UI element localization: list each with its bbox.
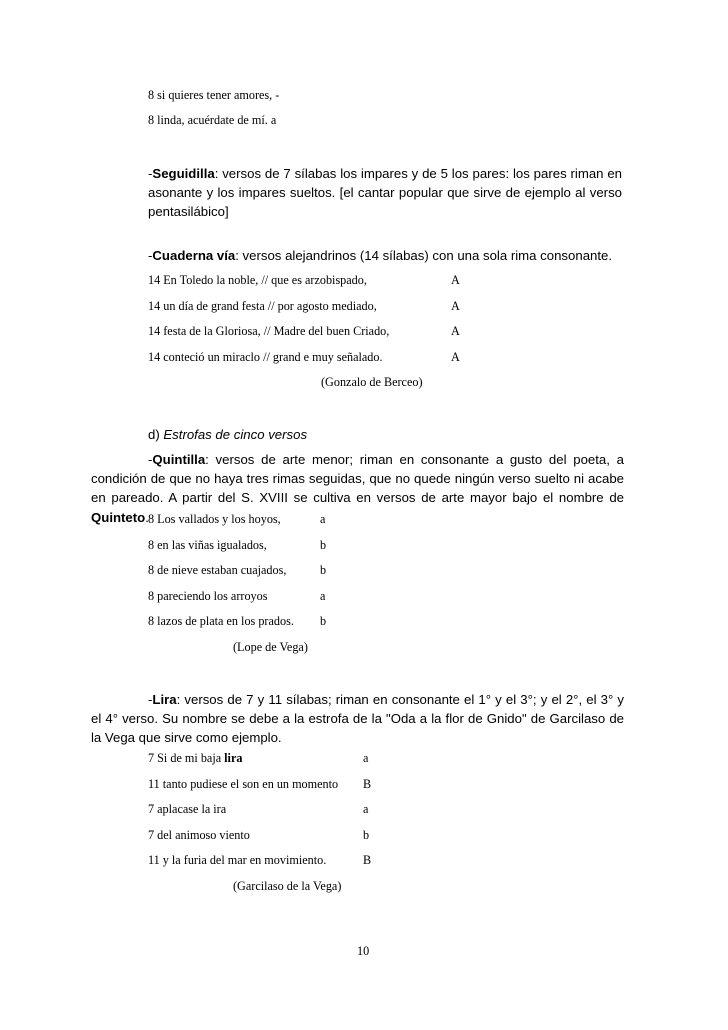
section-heading: d) Estrofas de cinco versos (148, 427, 308, 442)
rhyme-mark: B (363, 777, 372, 791)
cuaderna-heading: -Cuaderna vía: versos alejandrinos (14 sílabas) con una sola rima consonante. (148, 248, 613, 263)
verse-line: 8 pareciendo los arroyos (148, 589, 268, 603)
lira-paragraph: -Lira: versos de 7 y 11 sílabas; riman en consonante el 1° y el 3°; y el 2°, el 3° y el 4° verso. Su nombre se debe a la estrofa de la "Oda a la flor de Gnido" de Garcilaso de la Vega que sirve como ejemplo. (91, 692, 624, 746)
rhyme-mark: a (363, 802, 369, 816)
verse-line: 8 Los vallados y los hoyos, (148, 512, 281, 526)
lira-term: Lira (152, 692, 177, 707)
quintilla-paragraph: -Quintilla: versos de arte menor; riman en consonante a gusto del poeta, a condición de que no haya tres rimas seguidas, que no quede ningún verso suelto ni acabe en pareado. A partir del S. XVIII se cultiva en versos de arte mayor bajo el nombre de Quinteto. (91, 452, 624, 525)
rhyme-mark: A (451, 299, 460, 313)
rhyme-mark: B (363, 853, 372, 867)
author-credit: (Lope de Vega) (233, 640, 308, 654)
author-credit: (Garcilaso de la Vega) (233, 879, 342, 893)
rhyme-mark: a (320, 589, 326, 603)
quintilla-term: Quintilla (152, 452, 206, 467)
verse-line: 8 de nieve estaban cuajados, (148, 563, 287, 577)
verse-line: 7 aplacase la ira (148, 802, 227, 816)
verse-line: 14 festa de la Gloriosa, // Madre del buen Criado, (148, 324, 390, 338)
seguidilla-term: Seguidilla (152, 166, 215, 181)
verse-line: 7 Si de mi baja lira (148, 751, 243, 765)
page-number: 10 (357, 944, 370, 958)
verse-line: 8 lazos de plata en los prados. (148, 614, 294, 628)
rhyme-mark: A (451, 350, 460, 364)
verse-line: 11 tanto pudiese el son en un momento (148, 777, 339, 791)
section-title: Estrofas de cinco versos (163, 427, 308, 442)
rhyme-mark: A (451, 324, 460, 338)
verse-line: 7 del animoso viento (148, 828, 250, 842)
quinteto-term: Quinteto (91, 509, 146, 525)
seguidilla-paragraph: -Seguidilla: versos de 7 sílabas los impares y de 5 los pares: los pares riman en asonante y los impares sueltos. [el cantar popular que sirve de ejemplo al verso pentasilábico] (148, 166, 622, 220)
rhyme-mark: a (320, 512, 326, 526)
verse-line: 8 en las viñas igualados, (148, 538, 267, 552)
rhyme-mark: b (320, 563, 327, 577)
rhyme-mark: b (320, 614, 327, 628)
cuaderna-term: Cuaderna vía (152, 248, 236, 263)
verse-line: 11 y la furia del mar en movimiento. (148, 853, 327, 867)
verse-line: 8 linda, acuérdate de mí. a (148, 113, 277, 127)
rhyme-mark: b (320, 538, 327, 552)
rhyme-mark: a (363, 751, 369, 765)
author-credit: (Gonzalo de Berceo) (321, 375, 423, 389)
verse-line: 14 un día de grand festa // por agosto mediado, (148, 299, 377, 313)
verse-line: 14 conteció un miraclo // grand e muy señalado. (148, 350, 383, 364)
rhyme-mark: A (451, 273, 460, 287)
verse-line: 14 En Toledo la noble, // que es arzobispado, (148, 273, 367, 287)
verse-line: 8 si quieres tener amores, - (148, 88, 280, 102)
rhyme-mark: b (363, 828, 370, 842)
